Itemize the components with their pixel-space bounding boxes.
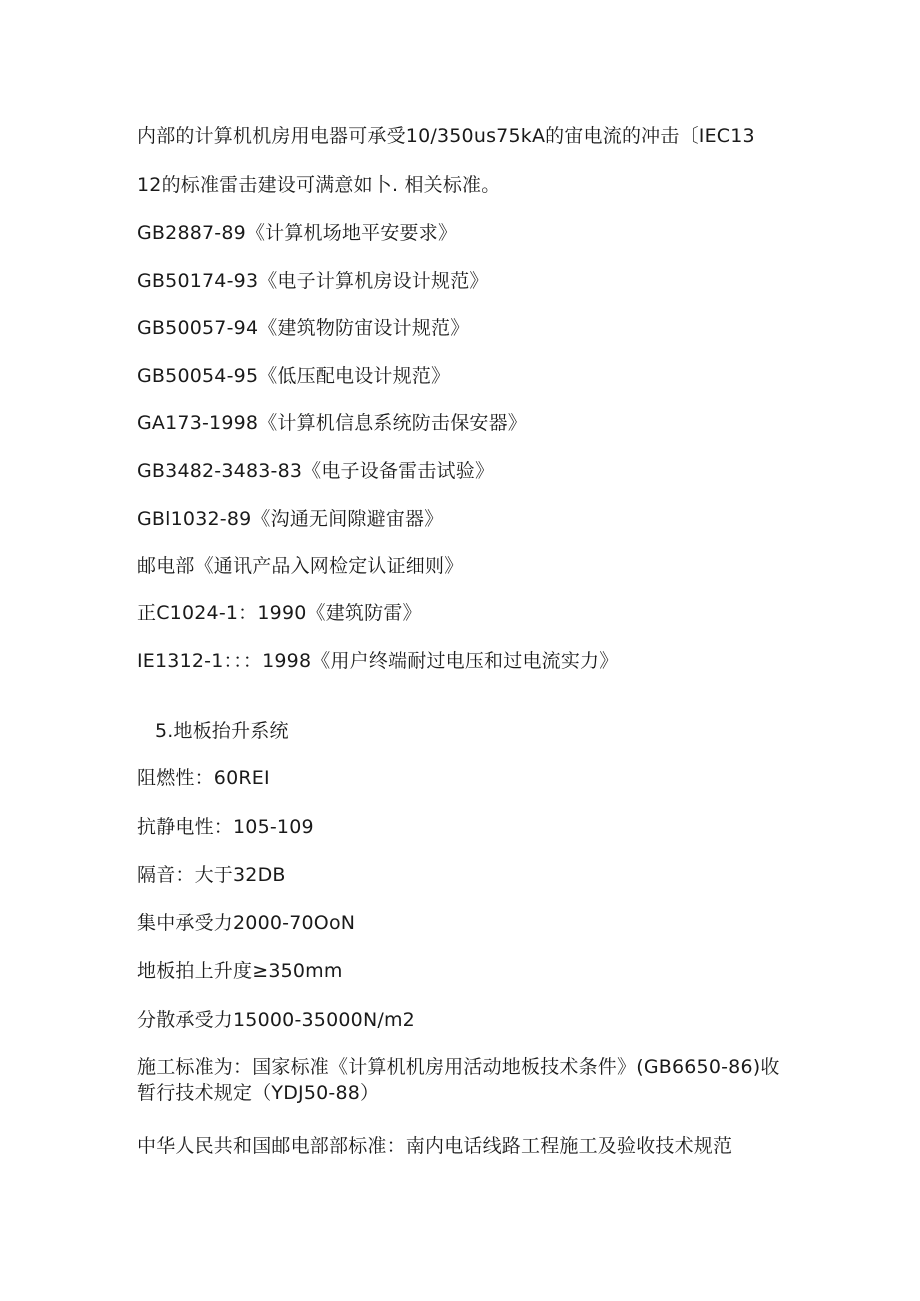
section-heading: 5.地板抬升系统 [155,720,289,742]
construction-standard-paragraph: 施工标准为：国家标准《计算机机房用活动地板技术条件》(GB6650-86)收暂行技术规定（YDJ50-88） [137,1056,780,1104]
standard-post-ministry: 邮电部《通讯产品入网检定认证细则》 [137,555,464,577]
standard-gb50174: GB50174-93《电子计算机房设计规范》 [137,270,489,292]
ministry-standard-paragraph: 中华人民共和国邮电部部标准：南内电话线路工程施工及验收技术规范 [137,1135,733,1157]
standard-gb2887: GB2887-89《计算机场地平安要求》 [137,222,458,244]
standard-gbl1032: GBl1032-89《沟通无间隙避宙器》 [137,508,444,530]
standard-c1024: 正C1024-1：1990《建筑防雷》 [137,602,422,624]
body-line-1: 内部的计算机机房用电器可承受10/350us75kA的宙电流的冲击〔IEC13 [137,125,755,147]
spec-item-sound-insulation: 隔音：大于32DB [137,864,286,886]
standard-ie1312: IE1312-1：：：1998《用户终端耐过电压和过电流实力》 [137,650,619,672]
spec-item-concentrated-load: 集中承受力2000-70OoN [137,912,356,934]
spec-item-antistatic: 抗静电性：105-109 [137,816,314,838]
standard-ga173: GA173-1998《计算机信息系统防击保安器》 [137,412,527,434]
spec-item-distributed-load: 分散承受力15000-35000N/m2 [137,1009,415,1031]
standard-gb3482: GB3482-3483-83《电子设备雷击试验》 [137,460,495,482]
spec-item-raise-height: 地板拍上升度≥350mm [137,960,343,982]
standard-gb50057: GB50057-94《建筑物防宙设计规范》 [137,317,470,339]
body-line-2: 12的标准雷击建设可满意如卜. 相关标准。 [137,174,501,196]
spec-item-flame-retardance: 阻燃性：60REI [137,767,270,789]
standard-gb50054: GB50054-95《低压配电设计规范》 [137,365,451,387]
